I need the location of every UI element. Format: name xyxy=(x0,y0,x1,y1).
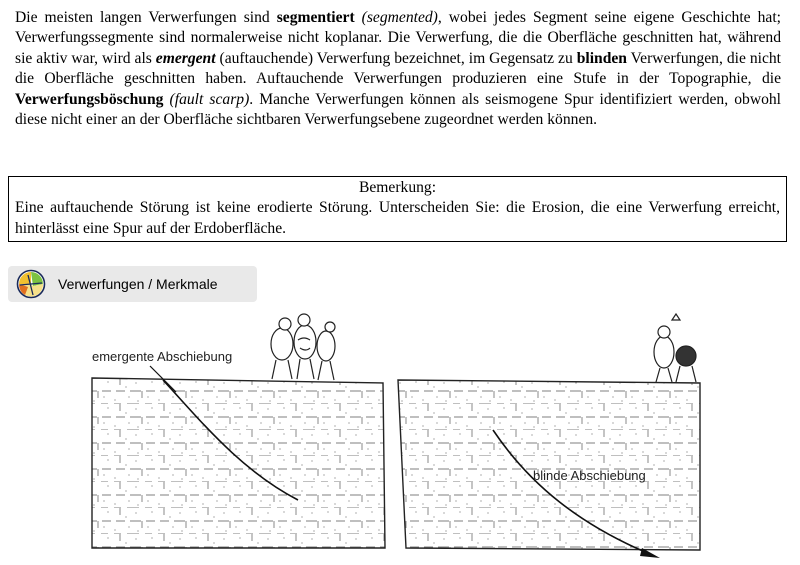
term-segmented: (segmented) xyxy=(361,9,438,26)
emergent-fault-label: emergente Abschiebung xyxy=(92,349,233,364)
topic-link-label: Verwerfungen / Merkmale xyxy=(58,276,218,292)
term-blinden: blinden xyxy=(576,49,627,67)
term-verwerfungsboeschung: Verwerfungsböschung xyxy=(15,90,164,108)
text-run: (auftauchende) Verwerfung bezeichnet, im Gegensatz zu xyxy=(215,49,577,67)
fault-diagram xyxy=(0,300,800,565)
term-segmentiert: segmentiert xyxy=(276,9,355,26)
note-title: Bemerkung: xyxy=(358,179,437,196)
text-run: . Manche Verwerfungen können als seismogene Spur identifiziert werden, obwohl diese nicht einer an der Oberfläche sichtbaren Verwerfungsebene zugeordnet werden können. xyxy=(15,90,782,129)
figures-left-icon xyxy=(271,314,335,380)
body-paragraph xyxy=(15,8,781,130)
term-fault-scarp: (fault scarp) xyxy=(169,90,250,108)
topic-link-chip[interactable] xyxy=(8,266,257,302)
term-emergent: emergent xyxy=(155,49,216,67)
note-body: Eine auftauchende Störung ist keine erodierte Störung. Unterscheiden Sie: die Erosion, die eine Verwerfung erreicht, hinterlässt eine Spur auf der Erdoberfläche. xyxy=(15,199,780,237)
text-run: Die meisten langen Verwerfungen sind xyxy=(15,9,277,26)
geology-section-icon xyxy=(16,269,46,299)
emergent-fault-block xyxy=(92,314,385,548)
note-box xyxy=(8,176,787,242)
text-run: , wobei jedes Segment seine eigene Geschichte hat; Verwerfungssegmente sind normalerweise nicht koplanar. Die Verwerfung, die die Oberfläche geschnitten hat, während sie aktiv war, wird als xyxy=(15,9,781,67)
text-run: Verwerfungen, die nicht die Oberfläche geschnitten haben. Auftauchende Verwerfungen produzieren eine Stufe in der Topographie, die xyxy=(15,49,781,88)
figures-right-icon xyxy=(654,314,696,382)
blind-fault-label: blinde Abschiebung xyxy=(533,468,646,483)
blind-fault-block xyxy=(398,314,700,558)
